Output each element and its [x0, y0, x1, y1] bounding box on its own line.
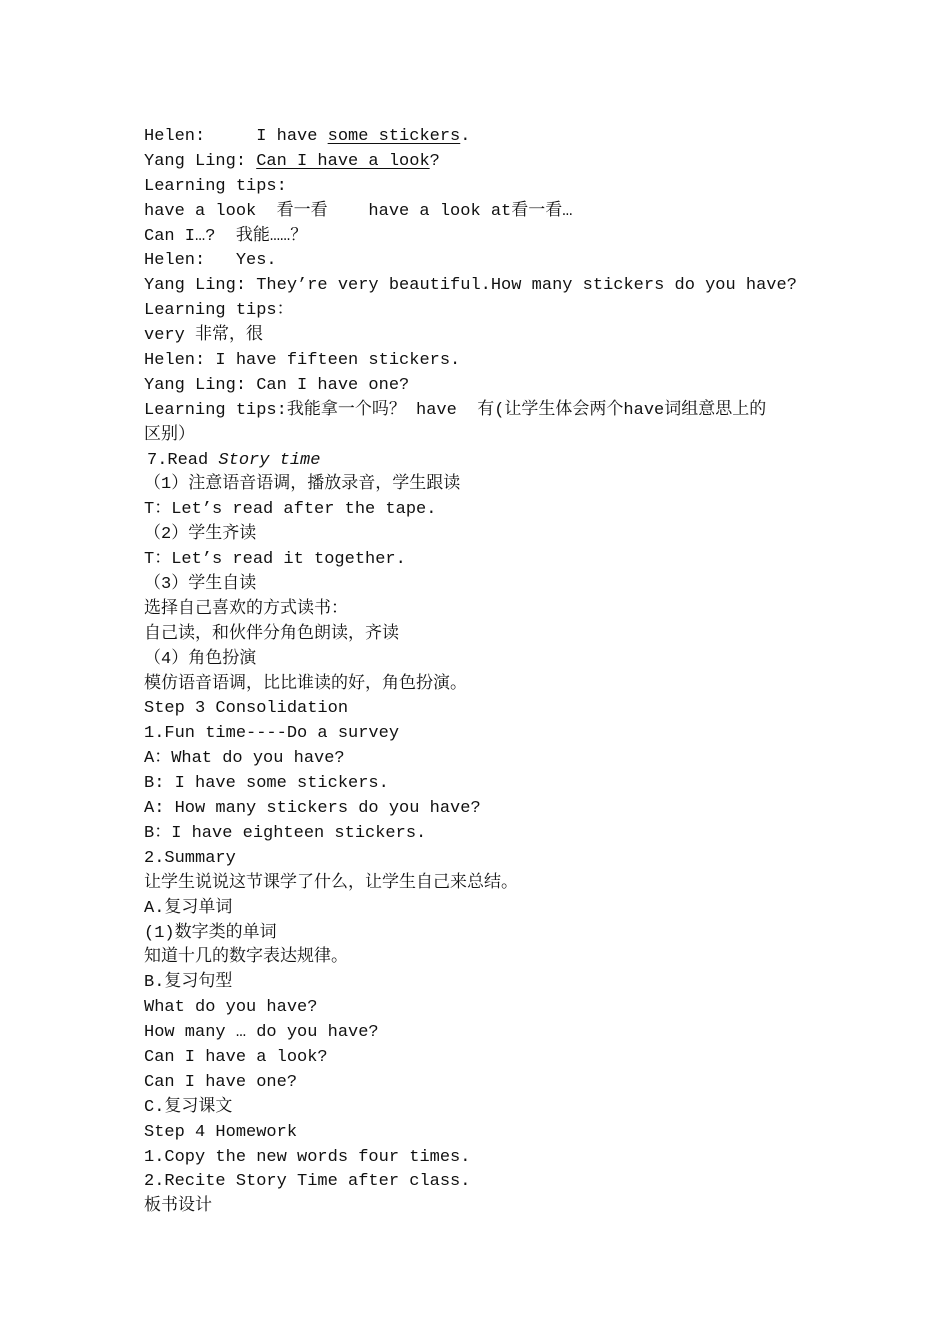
- body-line: B.复习句型: [144, 973, 233, 993]
- tip-line: Learning tips:我能拿一个吗？ have 有(让学生体会两个have词组意思上的: [144, 400, 767, 420]
- tip-line: very 非常，很: [144, 326, 264, 346]
- section-heading: [144, 449, 824, 474]
- tip-line: 区别）: [144, 425, 195, 445]
- body-line: How many … do you have?: [144, 1023, 379, 1043]
- body-line: What do you have?: [144, 998, 318, 1018]
- step-line: （3）学生自读: [144, 575, 257, 595]
- learning-tips-heading: Learning tips：: [144, 301, 294, 321]
- teacher-line: T：Let’s read after the tape.: [144, 500, 437, 520]
- speaker-text: Yang Ling:: [144, 151, 257, 171]
- step-line: （4）角色扮演: [144, 649, 257, 669]
- dialogue-line: [144, 125, 824, 150]
- section-heading: Step 3 Consolidation: [144, 699, 349, 719]
- heading-text: 7.Read: [147, 450, 219, 470]
- dialogue-line: Yang Ling: Can I have one?: [144, 375, 410, 395]
- punctuation: .: [460, 127, 471, 146]
- body-line: 选择自己喜欢的方式读书：: [144, 599, 348, 619]
- document-page: [144, 125, 824, 1220]
- dialogue-line: A: How many stickers do you have?: [144, 799, 481, 819]
- dialogue-line: A：What do you have?: [144, 749, 345, 769]
- body-line: A.复习单词: [144, 898, 233, 918]
- dialogue-line: B: I have some stickers.: [144, 774, 389, 794]
- body-line: C.复习课文: [144, 1097, 233, 1117]
- body-line: 模仿语音语调，比比谁读的好，角色扮演。: [144, 674, 467, 694]
- dialogue-line: Helen: Yes.: [144, 251, 277, 271]
- dialogue-line: Yang Ling: They’re very beautiful.How many stickers do you have?: [144, 276, 797, 296]
- learning-tips-heading: Learning tips:: [144, 176, 287, 196]
- body-line: (1)数字类的单词: [144, 923, 277, 943]
- teacher-line: T：Let’s read it together.: [144, 550, 406, 570]
- dialogue-line: B：I have eighteen stickers.: [144, 823, 427, 843]
- body-line: 自己读，和伙伴分角色朗读，齐读: [144, 624, 399, 644]
- section-heading: Step 4 Homework: [144, 1122, 298, 1142]
- body-line: 1.Fun time----Do a survey: [144, 724, 400, 744]
- dialogue-line: Helen: I have fifteen stickers.: [144, 351, 461, 371]
- body-line: 1.Copy the new words four times.: [144, 1147, 471, 1167]
- body-line: Can I have one?: [144, 1072, 298, 1092]
- body-line: 2.Recite Story Time after class.: [144, 1172, 471, 1192]
- tip-line: have a look 看一看 have a look at看一看…: [144, 201, 573, 221]
- underlined-phrase: some stickers: [327, 127, 461, 146]
- body-line: Can I have a look?: [144, 1047, 328, 1067]
- step-line: （1）注意语音语调，播放录音，学生跟读: [144, 475, 461, 495]
- italic-title: Story time: [218, 450, 321, 470]
- body-line: 板书设计: [144, 1197, 212, 1217]
- body-line: 让学生说说这节课学了什么，让学生自己来总结。: [144, 873, 518, 893]
- dialogue-line: [144, 150, 824, 175]
- tip-line: Can I…? 我能……？: [144, 226, 308, 246]
- punctuation: ?: [429, 151, 440, 171]
- step-line: （2）学生齐读: [144, 525, 257, 545]
- underlined-phrase: Can I have a look: [256, 151, 430, 171]
- body-line: 知道十几的数字表达规律。: [144, 948, 348, 968]
- body-line: 2.Summary: [144, 848, 236, 868]
- speaker-text: Helen: I have: [144, 127, 328, 146]
